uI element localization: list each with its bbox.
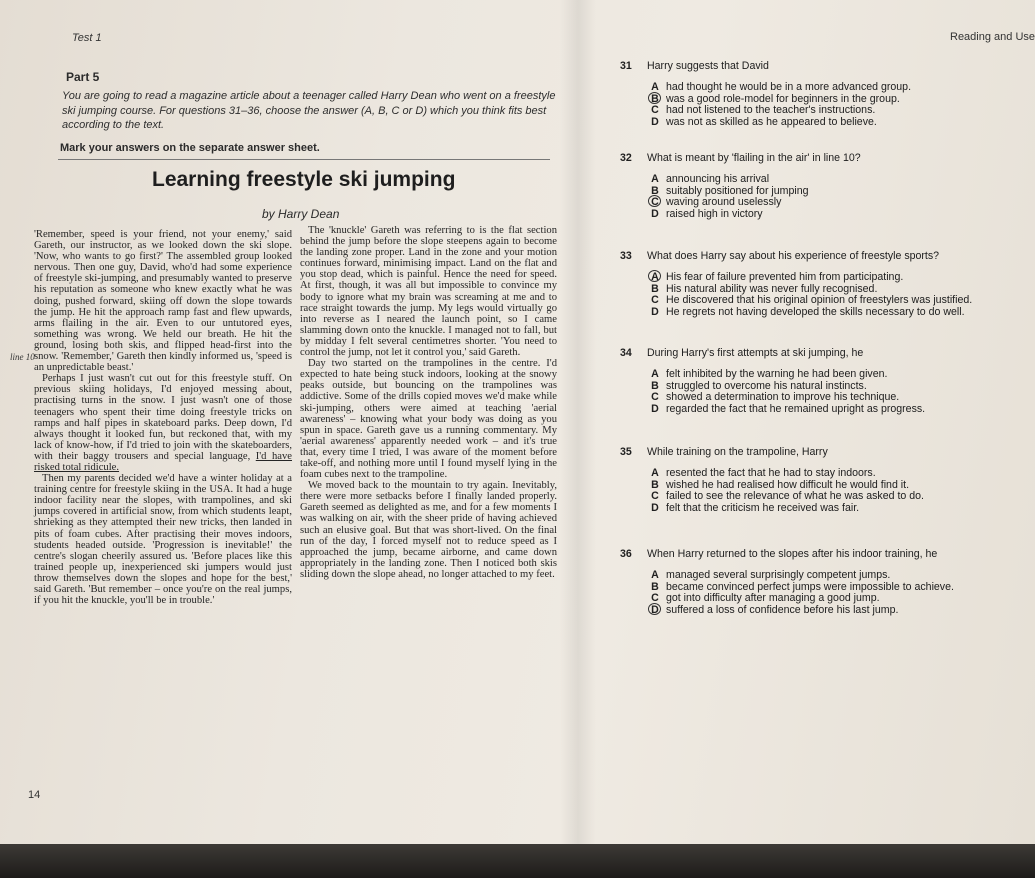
answer-option[interactable] [620,490,1030,502]
option-letter: D [651,115,659,128]
option-text: suitably positioned for jumping [666,184,809,197]
desk-edge [0,844,1035,878]
option-text: got into difficulty after managing a good jump. [666,592,880,605]
question-header [620,250,1030,265]
answer-option[interactable] [620,581,1030,593]
option-letter: C [651,391,659,404]
question-stem: When Harry returned to the slopes after his indoor training, he [647,548,938,560]
answer-instruction: Mark your answers on the separate answer sheet. [60,142,320,154]
question-stem: What does Harry say about his experience of freestyle sports? [647,250,940,262]
option-letter: D [651,501,659,514]
option-letter: A [651,271,659,283]
option-letter: C [651,592,659,605]
option-letter: D [651,603,659,616]
question-36 [620,548,1030,615]
answer-option[interactable] [620,380,1030,392]
answer-option[interactable] [620,479,1030,491]
question-number: 34 [620,347,632,359]
answer-option[interactable] [620,403,1030,415]
question-header [620,152,1030,167]
option-text: was not as skilled as he appeared to believe. [666,115,877,128]
option-text: showed a determination to improve his technique. [666,391,900,404]
test-label: Test 1 [72,32,102,44]
intro-paragraph: You are going to read a magazine article about a teenager called Harry Dean who went on a freestyle ski jumping course. For questions 31–36, choose the answer (A, B, C or D) which you think fits best according to the text. [62,90,556,131]
answer-option[interactable] [620,104,1030,116]
intro-text [62,76,557,133]
option-letter: B [651,379,659,392]
option-text: failed to see the relevance of what he was asked to do. [666,490,924,503]
question-35 [620,446,1030,513]
option-text: waving around uselessly [666,196,782,209]
question-stem: Harry suggests that David [647,60,769,72]
question-stem: During Harry's first attempts at ski jumping, he [647,347,864,359]
article-paragraph: Perhaps I just wasn't cut out for this freestyle stuff. On previous skiing holidays, I'd enjoyed messing about, practising turns in the snow. I just wasn't one of those teenagers who spent their time doing freestyle tricks on ramps and half pipes in skateboard parks. Deep down, I'd always thought it looked fun, but reckoned that, with my lack of know-how, if I'd tried to join with the skateboarders, with their baggy trousers and special language, I'd have risked total ridicule. [34,373,292,473]
question-header [620,347,1030,362]
option-text: His fear of failure prevented him from participating. [666,271,904,283]
option-letter: B [651,184,659,197]
answer-option[interactable] [620,294,1030,306]
line-marker: line 10 [10,352,35,362]
option-letter: C [651,294,659,307]
answer-option[interactable] [620,604,1030,616]
answer-option[interactable] [620,185,1030,197]
option-text: had thought he would be in a more advanced group. [666,81,912,93]
option-text: announcing his arrival [666,173,770,185]
question-32 [620,152,1030,219]
option-letter: B [651,580,659,593]
option-letter: C [651,490,659,503]
question-34 [620,347,1030,414]
option-letter: B [651,478,659,491]
answer-option[interactable] [620,368,1030,380]
option-text: His natural ability was never fully recognised. [666,282,878,295]
option-letter: C [651,196,659,209]
option-letter: C [651,104,659,117]
answer-option[interactable] [620,502,1030,514]
option-letter: D [651,305,659,318]
answer-option[interactable] [620,306,1030,318]
answer-option[interactable] [620,592,1030,604]
question-header [620,60,1030,75]
option-text: resented the fact that he had to stay indoors. [666,467,876,479]
answer-option[interactable] [620,93,1030,105]
question-33 [620,250,1030,317]
option-text: suffered a loss of confidence before his last jump. [666,603,899,616]
question-number: 35 [620,446,632,458]
article-paragraph: Then my parents decided we'd have a winter holiday at a training centre for freestyle skiing in the USA. It had a huge indoor facility near the slopes, with trampolines, and ski jumps covered in artificial snow, from which students leapt, shrieking as they attempted their new tricks, then landed in pits of foam cubes. After practising their moves indoors, students headed outside. 'Progression is inevitable!' the centre's slogan cheerily assured us. 'Before places like this trained people up, inexperienced ski jumpers would just throw themselves down the slopes and hope for the best,' said Gareth. 'But remember – once you're on the real jumps, if you hit the knuckle, you'll be in trouble.' [34,473,292,607]
option-text: became convinced perfect jumps were impossible to achieve. [666,580,954,593]
question-header [620,548,1030,563]
answer-option[interactable] [620,81,1030,93]
question-header [620,446,1030,461]
page-fold [560,0,596,858]
option-letter: D [651,207,659,220]
option-letter: A [651,173,659,185]
option-text: was a good role-model for beginners in the group. [666,92,900,105]
section-label: Reading and Use [950,31,1035,43]
option-letter: B [651,92,659,105]
question-number: 32 [620,152,632,164]
answer-option[interactable] [620,569,1030,581]
option-text: felt that the criticism he received was fair. [666,501,860,514]
option-letter: A [651,467,659,479]
question-31 [620,60,1030,127]
divider [58,159,550,160]
question-stem: What is meant by 'flailing in the air' in line 10? [647,152,861,164]
page-number: 14 [28,789,41,801]
article-paragraph: Day two started on the trampolines in the centre. I'd expected to hate being stuck indoors, looking at the snowy peaks outside, but bouncing on the trampolines was addictive. Some of the drills copied moves we'd make while ski-jumping, others were aimed at teaching 'aerial awareness' – knowing what your body was doing as you spun in space. Gareth gave us a running commentary. My 'aerial awareness' apparently needed work – and it's true that, every time I tried, I was aware of the moment before take-off, and nothing more until I found myself lying in the foam cubes next to the trampoline. [300,358,557,481]
option-letter: B [651,282,659,295]
article-paragraph: We moved back to the mountain to try again. Inevitably, there were more setbacks before I finally landed properly. Gareth seemed as delighted as me, and for a few moments I was walking on air, with the sheer pride of having achieved such an elusive goal. But that was short-lived. On the final run of the day, I forced myself not to reduce speed as I approached the jump, became airborne, and came down appropriately in the landing zone. Then I noticed both skis sliding down the slope ahead, no longer attached to my feet. [300,480,557,580]
answer-option[interactable] [620,467,1030,479]
option-text: had not listened to the teacher's instructions. [666,104,876,117]
answer-option[interactable] [620,196,1030,208]
option-text: regarded the fact that he remained upright as progress. [666,402,926,415]
question-stem: While training on the trampoline, Harry [647,446,828,458]
option-letter: D [651,402,659,415]
article-paragraph: 'Remember, speed is your friend, not your enemy,' said Gareth, our instructor, as we looked down the ski slope. 'Now, who wants to go first?' The assembled group looked nervous. Then one guy, David, who'd had some experience of freestyle ski-jumping, and presumably wanted to preserve his reputation as someone who knew exactly what he was doing, pushed forward, skiing off down the slope towards the jump. He hit the approach ramp fast and flew upwards, arms flailing in the air. Even to our untutored eyes, something was wrong. We held our breath. He hit the ground, losing both skis, and flipped head-first into the snow. 'Remember,' Gareth then kindly informed us, 'speed is an unpredictable beast.' [34,229,292,374]
question-number: 31 [620,60,632,72]
answer-option[interactable] [620,283,1030,295]
answer-option[interactable] [620,271,1030,283]
answer-option[interactable] [620,391,1030,403]
option-text: managed several surprisingly competent jumps. [666,569,891,581]
part-heading: Part 5 [66,70,100,84]
option-text: struggled to overcome his natural instincts. [666,379,867,392]
article-author: by Harry Dean [262,207,340,221]
option-letter: A [651,569,659,581]
question-number: 33 [620,250,632,262]
article-title: Learning freestyle ski jumping [152,168,456,191]
answer-option[interactable] [620,208,1030,220]
article-column-1 [34,229,292,606]
option-letter: A [651,368,659,380]
option-text: He regrets not having developed the skills necessary to do well. [666,305,965,318]
option-text: He discovered that his original opinion of freestylers was justified. [666,294,973,307]
article-paragraph: The 'knuckle' Gareth was referring to is the flat section behind the jump before the slope steepens again to become the landing zone proper. Land in the zone and your motion continues forward, minimising impact. Land on the flat and you stop dead, which is painful. Hence the need for speed. At first, though, it was all but impossible to convince my body to ignore what my brain was screaming at me and to race straight towards the jump. My legs would virtually go into reverse as I neared the launch point, so I came slamming down onto the knuckle. I managed not to fall, but by midday I felt several centimetres shorter. 'You need to control the jump, not let it control you,' said Gareth. [300,225,557,359]
option-text: raised high in victory [666,207,763,220]
article-column-2 [300,225,557,580]
underlined-phrase: I'd have risked total ridicule. [34,450,292,473]
option-text: felt inhibited by the warning he had been given. [666,368,888,380]
question-number: 36 [620,548,632,560]
answer-option[interactable] [620,173,1030,185]
option-letter: A [651,81,659,93]
option-text: wished he had realised how difficult he would find it. [666,478,910,491]
answer-option[interactable] [620,116,1030,128]
